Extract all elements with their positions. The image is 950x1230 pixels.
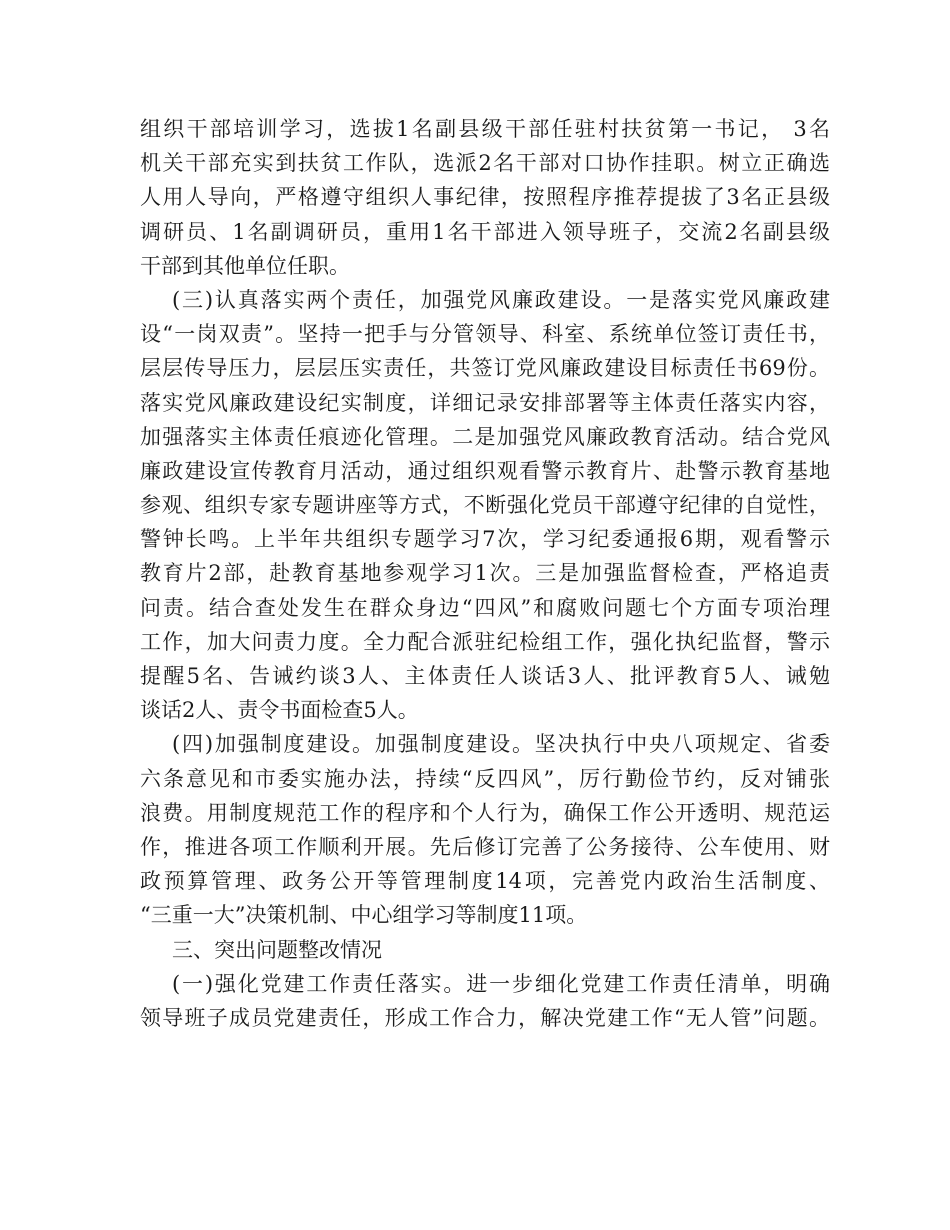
text-line: 落实党风廉政建设纪实制度，详细记录安排部署等主体责任落实内容， — [140, 390, 830, 415]
text-line: 工作，加大问责力度。全力配合派驻纪检组工作，强化执纪监督，警示 — [140, 629, 830, 654]
section-heading-line: (四)加强制度建设。加强制度建设。坚决执行中央八项规定、省委 — [172, 732, 830, 757]
chapter-heading: 三、突出问题整改情况 — [172, 937, 382, 962]
section-heading-line: (三)认真落实两个责任，加强党风廉政建设。一是落实党风廉政建 — [172, 287, 830, 312]
text-line: 层层传导压力，层层压实责任，共签订党风廉政建设目标责任书69份。 — [140, 356, 830, 381]
document-body — [140, 112, 830, 1035]
text-line: 提醒5名、告诫约谈3人、主体责任人谈话3人、批评教育5人、诫勉 — [140, 664, 830, 688]
text-line: 教育片2部，赴教育基地参观学习1次。三是加强监督检查，严格追责 — [140, 561, 830, 586]
text-line: 设“一岗双责”。坚持一把手与分管领导、科室、系统单位签订责任书， — [140, 322, 830, 347]
text-line: 谈话2人、责令书面检查5人。 — [140, 698, 419, 723]
text-line: 六条意见和市委实施办法，持续“反四风”，厉行勤俭节约，反对铺张 — [140, 766, 830, 791]
section-heading-line: (一)强化党建工作责任落实。进一步细化党建工作责任清单，明确 — [172, 971, 830, 996]
text-line: 机关干部充实到扶贫工作队，选派2名干部对口协作挂职。树立正确选 — [140, 151, 830, 176]
text-line: 浪费。用制度规范工作的程序和个人行为，确保工作公开透明、规范运 — [140, 800, 830, 825]
text-line: “三重一大”决策机制、中心组学习等制度11项。 — [140, 903, 588, 928]
text-line: 问责。结合查处发生在群众身边“四风”和腐败问题七个方面专项治理 — [140, 595, 830, 620]
text-line: 调研员、1名副调研员，重用1名干部进入领导班子，交流2名副县级 — [140, 219, 830, 244]
text-line: 人用人导向，严格遵守组织人事纪律，按照程序推荐提拔了3名正县级 — [140, 185, 830, 210]
text-line: 警钟长鸣。上半年共组织专题学习7次，学习纪委通报6期，观看警示 — [140, 527, 830, 552]
text-line: 政预算管理、政务公开等管理制度14项，完善党内政治生活制度、 — [140, 869, 830, 894]
text-line: 廉政建设宣传教育月活动，通过组织观看警示教育片、赴警示教育基地 — [140, 458, 830, 483]
text-line: 参观、组织专家专题讲座等方式，不断强化党员干部遵守纪律的自觉性， — [140, 493, 830, 518]
text-line: 作，推进各项工作顺利开展。先后修订完善了公务接待、公车使用、财 — [140, 834, 830, 859]
text-line: 干部到其他单位任职。 — [140, 253, 350, 278]
text-line: 领导班子成员党建责任，形成工作合力，解决党建工作“无人管”问题。 — [140, 1005, 830, 1030]
text-line: 组织干部培训学习，选拔1名副县级干部任驻村扶贫第一书记， 3名 — [140, 117, 830, 141]
text-line: 加强落实主体责任痕迹化管理。二是加强党风廉政教育活动。结合党风 — [140, 424, 830, 449]
